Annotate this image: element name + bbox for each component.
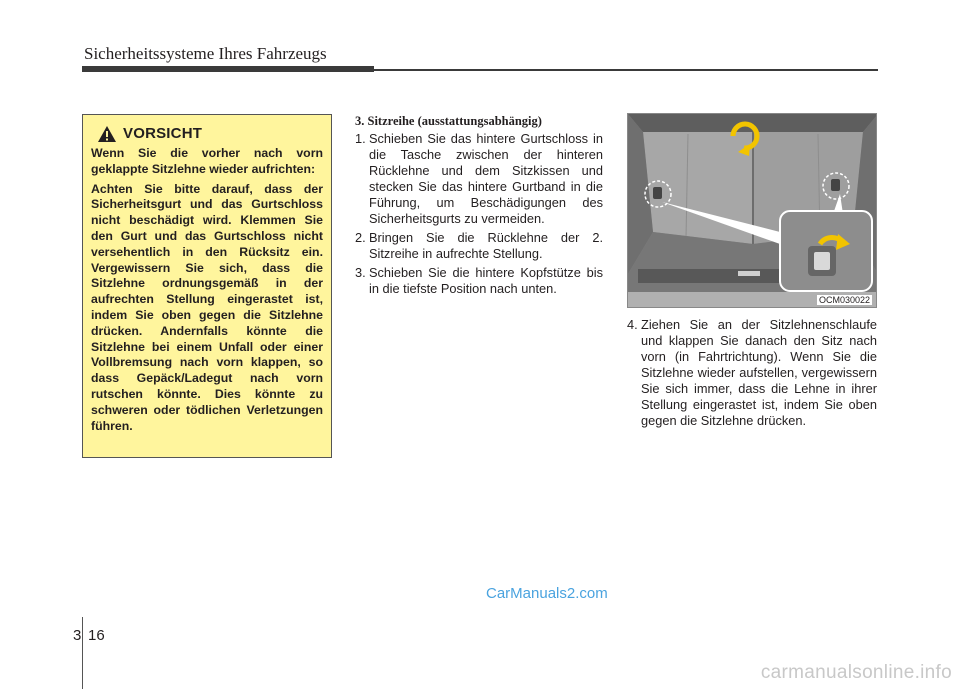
chapter-number: 3 bbox=[73, 627, 82, 644]
instructions-column bbox=[355, 113, 603, 300]
step-number: 2. bbox=[355, 230, 366, 245]
step-text: Schieben Sie das hintere Gurtschloss in die Tasche zwischen der hinteren Rücklehne und dem Sitzkissen und stecken Sie das hintere Gurtband in die Führung, um Beschädigungen des Sicherheitsgurts zu vermeiden. bbox=[369, 131, 603, 226]
figure-code-label: OCM030022 bbox=[818, 295, 870, 305]
bottom-watermark: carmanualsonline.info bbox=[760, 662, 952, 683]
caution-body: Achten Sie bitte darauf, dass der Sicherheitsgurt und das Gurtschloss nicht beschädigt wird. Klemmen Sie den Gurt und das Gurtschloss nicht versehentlich in den Rücksitz ein. Vergewissern Sie sich, dass die Sitzlehne ordnungsgemäß in der aufrechten Stellung eingerastet ist, indem Sie oben gegen die Sitzlehne drücken. Andernfalls könnte die Sitzlehne bei einem Unfall oder einer Vollbremsung nach vorn klappen, so dass Gepäck/Ladegut nach vorn rutschen könnte. Dies könnte zu schweren oder tödlichen Verletzungen führen. bbox=[91, 181, 323, 433]
footer-rule bbox=[82, 617, 83, 689]
step-number: 3. bbox=[355, 265, 366, 280]
caution-box bbox=[82, 114, 332, 458]
step-1 bbox=[355, 131, 603, 227]
rear-seat-drawing bbox=[628, 114, 877, 308]
site-watermark[interactable]: CarManuals2.com bbox=[486, 585, 608, 602]
page-number: 16 bbox=[88, 627, 105, 644]
page-header-title: Sicherheitssysteme Ihres Fahrzeugs bbox=[84, 44, 327, 63]
step-number: 4. bbox=[627, 317, 638, 332]
cargo-area-illustration bbox=[627, 113, 877, 308]
step-text: Bringen Sie die Rücklehne der 2. Sitzreihe in aufrechte Stellung. bbox=[369, 230, 603, 261]
header-bar bbox=[82, 66, 374, 72]
step-3 bbox=[355, 265, 603, 297]
header-rule bbox=[374, 69, 878, 71]
step-text: Ziehen Sie an der Sitzlehnenschlaufe und klappen Sie danach den Sitz nach vorn (in Fahrtrichtung). Wenn Sie die Sitzlehne wieder aufstellen, vergewissern Sie sich immer, dass die Lehne in ihrer Stellung eingerastet ist, indem Sie oben gegen die Sitzlehne drücken. bbox=[641, 317, 877, 428]
caution-title: VORSICHT bbox=[123, 125, 203, 143]
step-2 bbox=[355, 230, 603, 262]
caution-intro: Wenn Sie die vorher nach vorn geklappte Sitzlehne wieder aufrichten: bbox=[91, 146, 323, 176]
step-text: Schieben Sie die hintere Kopfstütze bis in die tiefste Position nach unten. bbox=[369, 265, 603, 296]
caution-header bbox=[97, 125, 323, 143]
step-4 bbox=[627, 317, 877, 432]
step-4-row bbox=[627, 317, 877, 429]
warning-triangle-icon bbox=[97, 125, 117, 143]
section-heading: 3. Sitzreihe (ausstattungsabhängig) bbox=[355, 114, 542, 128]
step-number: 1. bbox=[355, 131, 366, 146]
